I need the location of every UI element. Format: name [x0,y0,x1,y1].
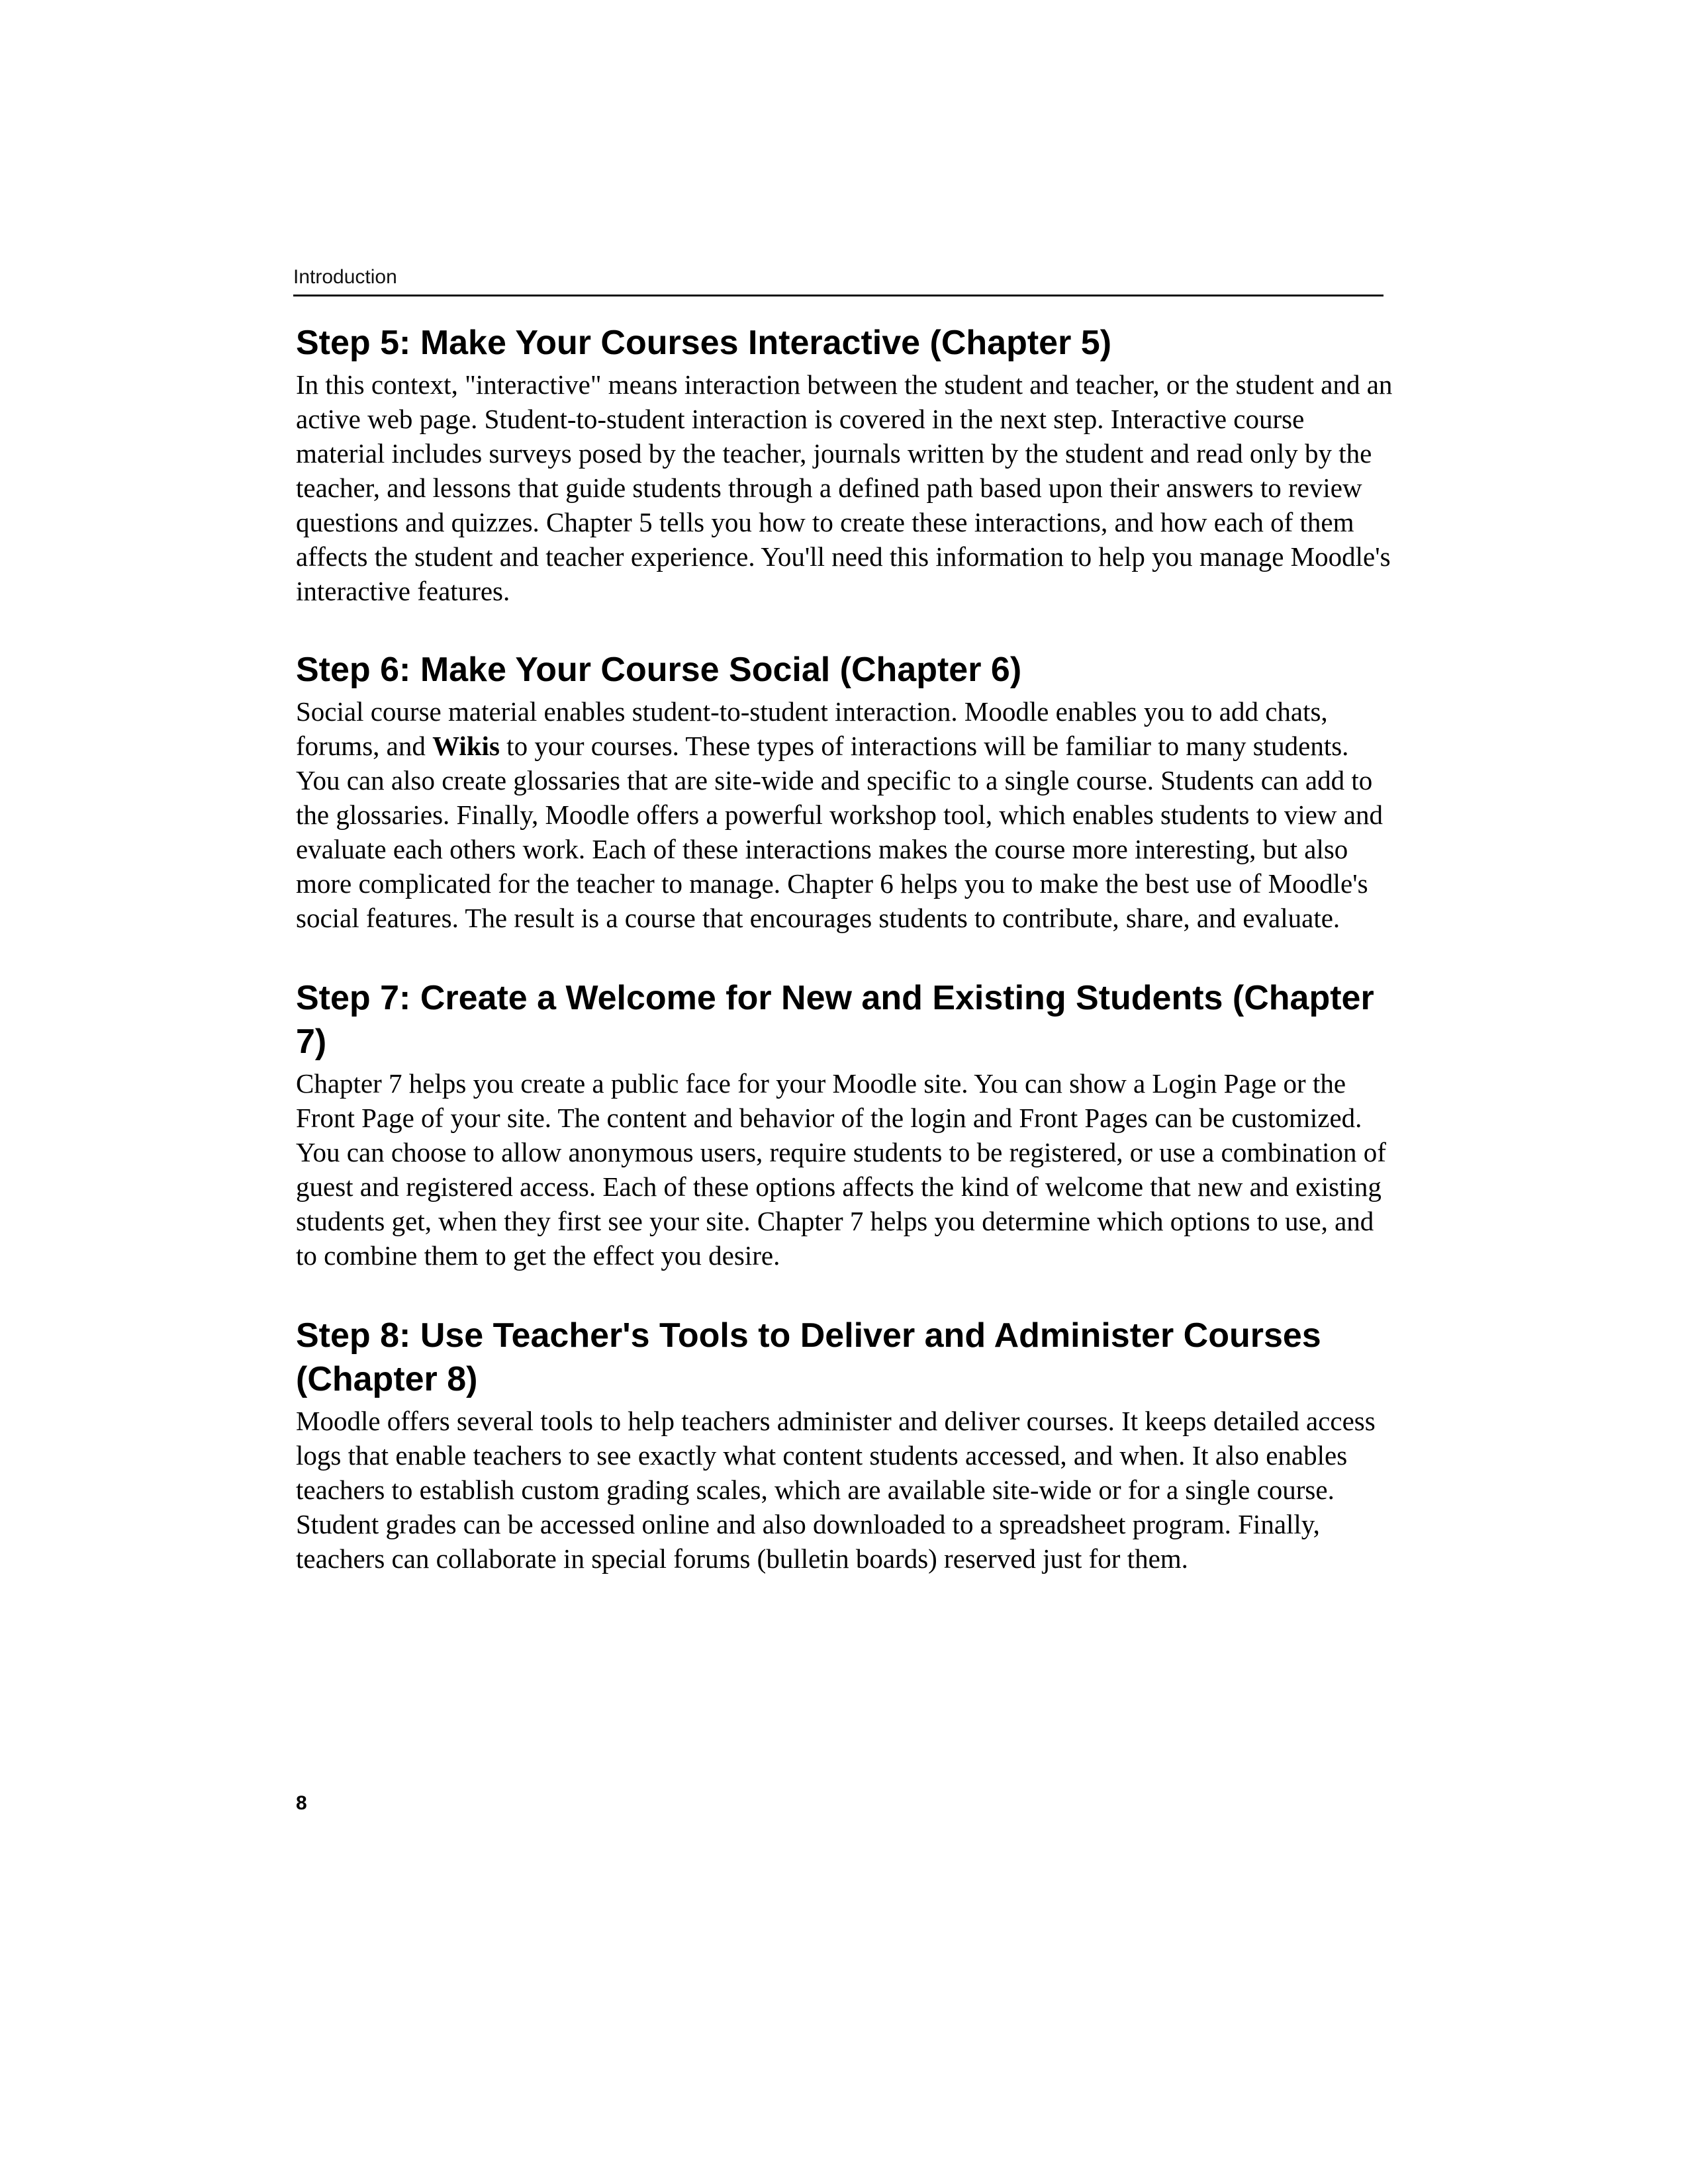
section-step-6 [296,648,1395,935]
section-body: Chapter 7 helps you create a public face for your Moodle site. You can show a Login Page or the Front Page of your site. The content and behavior of the login and Front Pages can be customized. You can choose to allow anonymous users, require students to be registered, or use a combination of guest and registered access. Each of these options affects the kind of welcome that new and existing students get, when they first see your site. Chapter 7 helps you determine which options to use, and to combine them to get the effect you desire. [296,1068,1386,1271]
bold-term-wikis: Wikis [432,731,500,761]
section-heading: Step 8: Use Teacher's Tools to Deliver and Administer Courses (Chapter 8) [296,1316,1321,1398]
section-step-5 [296,321,1395,608]
section-heading: Step 5: Make Your Courses Interactive (Chapter 5) [296,324,1112,362]
running-head: Introduction [293,266,397,288]
body-text: to your courses. These types of interactions will be familiar to many students. You can also create glossaries that are site-wide and specific to a single course. Students can add to the glossaries. Finally, Moodle offers a powerful workshop tool, which enables students to view and evaluate each others work. Each of these interactions makes the course more interesting, but also more complicated for the teacher to manage. Chapter 6 helps you to make the best use of Moodle's social features. The result is a course that encourages students to contribute, share, and evaluate. [296,731,1383,933]
section-body [296,694,1395,935]
section-step-7 [296,976,1395,1273]
section-heading: Step 6: Make Your Course Social (Chapter 6) [296,651,1022,689]
body-text: Social course material enables student-to-student interaction. Moodle enables you to add chats, forums, and [296,696,1328,761]
header-rule [293,295,1383,296]
page-content [296,321,1395,1576]
section-body: In this context, "interactive" means interaction between the student and teacher, or the student and an active web page. Student-to-student interaction is covered in the next step. Interactive course material includes surveys posed by the teacher, journals written by the student and read only by the teacher, and lessons that guide students through a defined path based upon their answers to review questions and quizzes. Chapter 5 tells you how to create these interactions, and how each of them affects the student and teacher experience. You'll need this information to help you manage Moodle's interactive features. [296,369,1393,606]
section-heading: Step 7: Create a Welcome for New and Existing Students (Chapter 7) [296,979,1374,1061]
page-number: 8 [296,1792,307,1814]
section-step-8 [296,1314,1395,1576]
section-body: Moodle offers several tools to help teachers administer and deliver courses. It keeps detailed access logs that enable teachers to see exactly what content students accessed, and when. It also enables teachers to establish custom grading scales, which are available site-wide or for a single course. Student grades can be accessed online and also downloaded to a spreadsheet program. Finally, teachers can collaborate in special forums (bulletin boards) reserved just for them. [296,1406,1376,1574]
